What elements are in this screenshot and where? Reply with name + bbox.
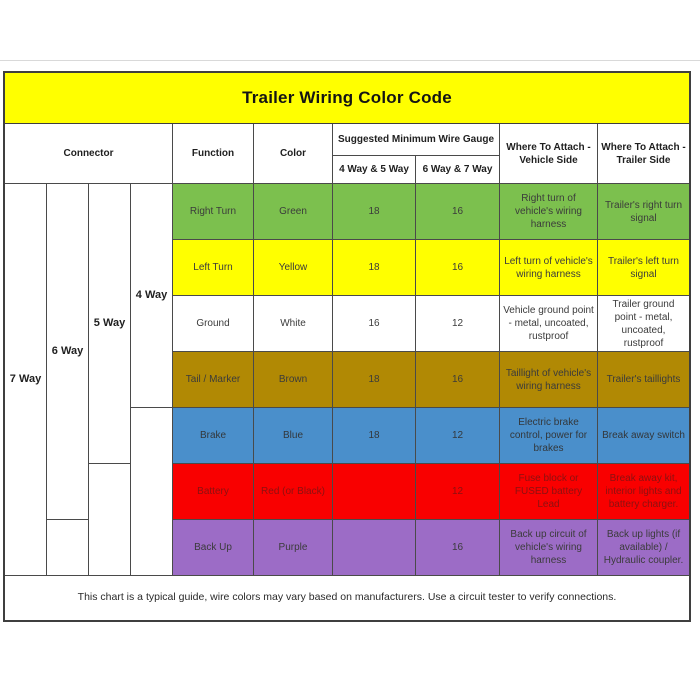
header-function: Function <box>173 124 253 183</box>
cell-gauge45-ground: 16 <box>333 296 415 351</box>
cell-function-ground: Ground <box>173 296 253 351</box>
header-gauge-group: Suggested Minimum Wire Gauge <box>333 124 499 155</box>
cell-gauge67-left-turn: 16 <box>416 240 499 295</box>
cell-vehicle-left-turn: Left turn of vehicle's wiring harness <box>500 240 597 295</box>
cell-gauge45-tail-marker: 18 <box>333 352 415 407</box>
cell-gauge67-ground: 12 <box>416 296 499 351</box>
cell-gauge67-right-turn: 16 <box>416 184 499 239</box>
header-gauge-4way-5way: 4 Way & 5 Way <box>333 156 415 183</box>
cell-gauge67-battery: 12 <box>416 464 499 519</box>
cell-function-battery: Battery <box>173 464 253 519</box>
cell-trailer-battery: Break away kit, interior lights and battery charger. <box>598 464 689 519</box>
connector-5-way-cell: 5 Way <box>89 184 130 463</box>
cell-function-back-up: Back Up <box>173 520 253 575</box>
title-bar <box>5 73 689 124</box>
connector-6-way-cell: 6 Way <box>47 184 88 519</box>
header-attach-vehicle-side: Where To Attach - Vehicle Side <box>500 124 597 183</box>
cell-color-right-turn: Green <box>254 184 332 239</box>
header-attach-trailer-side: Where To Attach - Trailer Side <box>598 124 689 183</box>
cell-function-tail-marker: Tail / Marker <box>173 352 253 407</box>
disclaimer-note: This chart is a typical guide, wire colors may vary based on manufacturers. Use a circuit tester to verify connections. <box>5 576 689 620</box>
cell-trailer-tail-marker: Trailer's taillights <box>598 352 689 407</box>
header-gauge-6way-7way: 6 Way & 7 Way <box>416 156 499 183</box>
connector-4-way-empty-cell <box>131 408 172 575</box>
trailer-wiring-chart <box>3 71 691 622</box>
connector-5-way-empty-cell <box>89 464 130 575</box>
cell-color-brake: Blue <box>254 408 332 463</box>
cell-trailer-right-turn: Trailer's right turn signal <box>598 184 689 239</box>
cell-color-ground: White <box>254 296 332 351</box>
cell-vehicle-tail-marker: Taillight of vehicle's wiring harness <box>500 352 597 407</box>
cell-color-battery: Red (or Black) <box>254 464 332 519</box>
cell-gauge45-back-up-empty <box>333 520 415 575</box>
cell-gauge67-brake: 12 <box>416 408 499 463</box>
cell-trailer-brake: Break away switch <box>598 408 689 463</box>
header-color: Color <box>254 124 332 183</box>
cell-gauge67-back-up: 16 <box>416 520 499 575</box>
cell-color-left-turn: Yellow <box>254 240 332 295</box>
header-connector: Connector <box>5 124 172 183</box>
cell-gauge45-brake: 18 <box>333 408 415 463</box>
cell-vehicle-ground: Vehicle ground point - metal, uncoated, rustproof <box>500 296 597 351</box>
connector-7-way-cell: 7 Way <box>5 184 46 575</box>
top-divider-line <box>0 60 700 61</box>
cell-gauge45-right-turn: 18 <box>333 184 415 239</box>
cell-vehicle-back-up: Back up circuit of vehicle's wiring harness <box>500 520 597 575</box>
cell-trailer-back-up: Back up lights (if available) / Hydraulic coupler. <box>598 520 689 575</box>
cell-vehicle-right-turn: Right turn of vehicle's wiring harness <box>500 184 597 239</box>
cell-vehicle-brake: Electric brake control, power for brakes <box>500 408 597 463</box>
cell-function-right-turn: Right Turn <box>173 184 253 239</box>
cell-color-back-up: Purple <box>254 520 332 575</box>
cell-vehicle-battery: Fuse block or FUSED battery Lead <box>500 464 597 519</box>
page-title: Trailer Wiring Color Code <box>242 88 452 107</box>
connector-4-way-cell: 4 Way <box>131 184 172 407</box>
cell-trailer-ground: Trailer ground point - metal, uncoated, rustproof <box>598 296 689 351</box>
cell-function-brake: Brake <box>173 408 253 463</box>
cell-gauge45-left-turn: 18 <box>333 240 415 295</box>
wiring-table <box>5 124 689 620</box>
connector-6-way-empty-cell <box>47 520 88 575</box>
cell-gauge67-tail-marker: 16 <box>416 352 499 407</box>
cell-gauge45-battery-empty <box>333 464 415 519</box>
cell-trailer-left-turn: Trailer's left turn signal <box>598 240 689 295</box>
cell-color-tail-marker: Brown <box>254 352 332 407</box>
cell-function-left-turn: Left Turn <box>173 240 253 295</box>
